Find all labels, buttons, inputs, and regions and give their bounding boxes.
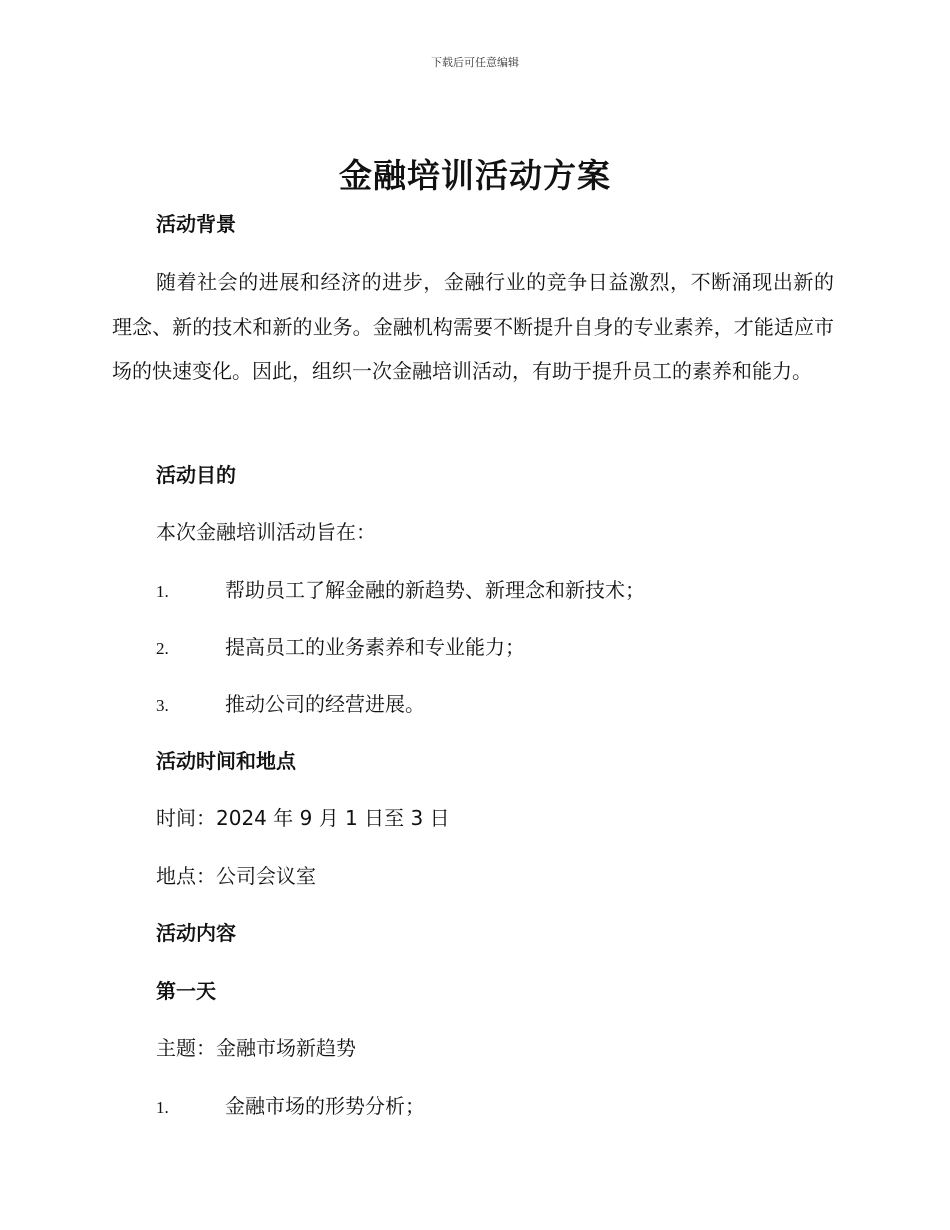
- document-title: 金融培训活动方案: [339, 156, 611, 195]
- activity-time: 时间：2024 年 9 月 1 日至 3 日: [156, 806, 450, 830]
- section-heading-background: 活动背景: [156, 212, 236, 236]
- list-number: 3.: [156, 696, 169, 715]
- list-number: 2.: [156, 639, 169, 658]
- page-header-note: 下载后可任意编辑: [431, 56, 519, 69]
- section-heading-time-place: 活动时间和地点: [156, 749, 296, 773]
- purpose-list-item: [156, 688, 425, 717]
- day-one-heading: 第一天: [156, 979, 216, 1003]
- purpose-list-item: [156, 631, 525, 660]
- day-one-list-item: [156, 1090, 425, 1119]
- purpose-list-item: [156, 574, 645, 603]
- list-number: 1.: [156, 1098, 169, 1117]
- day-one-theme: 主题：金融市场新趋势: [156, 1036, 356, 1060]
- list-text: 金融市场的形势分析；: [225, 1094, 425, 1118]
- background-paragraph: 随着社会的进展和经济的进步，金融行业的竞争日益激烈，不断涌现出新的理念、新的技术和新的业务。金融机构需要不断提升自身的专业素养，才能适应市场的快速变化。因此，组织一次金融培训活动，有助于提升员工的素养和能力。: [112, 270, 834, 384]
- section-heading-content: 活动内容: [156, 921, 236, 945]
- list-text: 提高员工的业务素养和专业能力；: [225, 635, 525, 659]
- list-text: 推动公司的经营进展。: [225, 692, 425, 716]
- list-text: 帮助员工了解金融的新趋势、新理念和新技术；: [225, 578, 645, 602]
- list-number: 1.: [156, 582, 169, 601]
- purpose-intro: 本次金融培训活动旨在：: [156, 520, 376, 544]
- section-heading-purpose: 活动目的: [156, 463, 236, 487]
- activity-place: 地点：公司会议室: [156, 864, 316, 888]
